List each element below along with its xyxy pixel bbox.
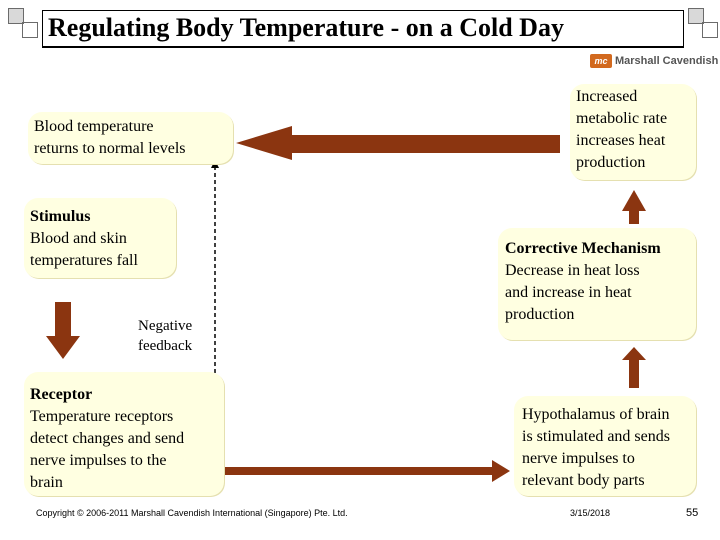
box-receptor — [24, 372, 224, 496]
hypothalamus-line-2: is stimulated and sends — [522, 428, 670, 445]
normal-line-2: returns to normal levels — [34, 140, 186, 157]
metabolic-line-3: increases heat — [576, 132, 666, 149]
slide-date: 3/15/2018 — [570, 508, 611, 518]
corrective-heading: Corrective Mechanism — [505, 240, 661, 257]
corrective-line-2: and increase in heat — [505, 284, 632, 301]
arrow-corrective-to-metabolic — [622, 190, 646, 224]
receptor-line-3: nerve impulses to the — [30, 452, 167, 469]
arrow-metabolic-to-normal — [236, 126, 560, 160]
hypothalamus-line-1: Hypothalamus of brain — [522, 406, 670, 423]
box-normal-levels — [28, 112, 233, 164]
hypothalamus-line-4: relevant body parts — [522, 472, 645, 489]
copyright-text: Copyright © 2006-2011 Marshall Cavendish International (Singapore) Pte. Ltd. — [36, 508, 348, 518]
stimulus-line-2: temperatures fall — [30, 252, 138, 269]
metabolic-line-2: metabolic rate — [576, 110, 668, 127]
feedback-line-1: Negative — [138, 318, 193, 334]
box-stimulus — [24, 198, 176, 278]
box-hypothalamus — [514, 396, 696, 496]
stimulus-heading: Stimulus — [30, 208, 91, 225]
stimulus-line-1: Blood and skin — [30, 230, 127, 247]
normal-line-1: Blood temperature — [34, 118, 154, 135]
corrective-line-3: production — [505, 306, 575, 323]
metabolic-line-4: production — [576, 154, 646, 171]
box-metabolic-rate — [570, 84, 696, 180]
box-corrective-mechanism — [498, 228, 696, 340]
feedback-line-2: feedback — [138, 338, 193, 354]
corrective-line-1: Decrease in heat loss — [505, 262, 640, 279]
receptor-heading: Receptor — [30, 386, 93, 403]
arrow-receptor-to-hypothalamus — [222, 460, 510, 482]
negative-feedback-label — [138, 316, 192, 356]
hypothalamus-line-3: nerve impulses to — [522, 450, 635, 467]
receptor-line-4: brain — [30, 474, 63, 491]
page-number: 55 — [686, 507, 699, 519]
metabolic-line-1: Increased — [576, 88, 638, 105]
receptor-line-1: Temperature receptors — [30, 408, 174, 425]
arrow-hypothalamus-to-corrective — [622, 347, 646, 388]
receptor-line-2: detect changes and send — [30, 430, 185, 447]
logo-text: Marshall Cavendish — [615, 55, 719, 67]
arrow-stimulus-to-receptor — [46, 302, 80, 359]
page-title: Regulating Body Temperature - on a Cold Day — [48, 13, 564, 42]
mc-logo-icon: mc — [590, 54, 612, 68]
